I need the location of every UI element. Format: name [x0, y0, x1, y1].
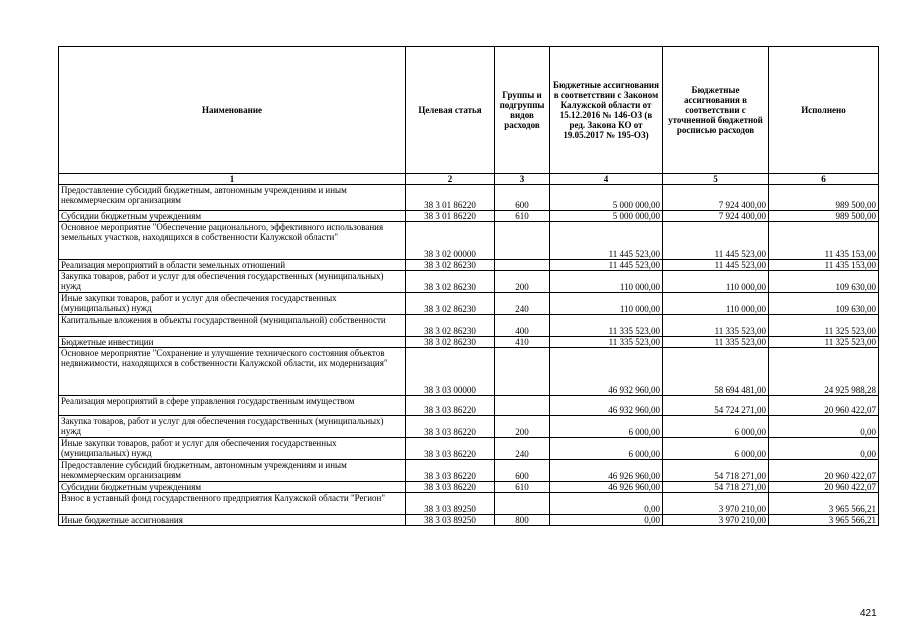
- row-law-allocation: 46 926 960,00: [550, 460, 663, 482]
- row-expense-group: 200: [495, 271, 550, 293]
- table-row: [59, 260, 879, 271]
- row-executed: 989 500,00: [769, 211, 879, 222]
- table-row: [59, 416, 879, 438]
- table-row: [59, 348, 879, 396]
- row-expense-group: 800: [495, 515, 550, 526]
- header-expense-groups: Группы и подгруппы видов расходов: [495, 47, 550, 174]
- row-refined-allocation: 3 970 210,00: [663, 515, 769, 526]
- row-executed: 0,00: [769, 438, 879, 460]
- row-refined-allocation: 11 335 523,00: [663, 315, 769, 337]
- row-executed: 20 960 422,07: [769, 460, 879, 482]
- row-target-article: 38 3 03 89250: [406, 493, 495, 515]
- row-target-article: 38 3 02 86230: [406, 293, 495, 315]
- table-header-row: [59, 47, 879, 174]
- row-target-article: 38 3 03 86220: [406, 460, 495, 482]
- column-number: 4: [550, 174, 663, 185]
- row-name: Закупка товаров, работ и услуг для обеспечения государственных (муниципальных) нужд: [59, 416, 406, 438]
- row-name: Взнос в уставный фонд государственного предприятия Калужской области "Регион": [59, 493, 406, 515]
- table-row: [59, 185, 879, 211]
- header-target-article: Целевая статья: [406, 47, 495, 174]
- row-expense-group: 600: [495, 460, 550, 482]
- table-row: [59, 460, 879, 482]
- row-target-article: 38 3 01 86220: [406, 211, 495, 222]
- row-refined-allocation: 7 924 400,00: [663, 185, 769, 211]
- row-law-allocation: 46 926 960,00: [550, 482, 663, 493]
- row-refined-allocation: 6 000,00: [663, 438, 769, 460]
- table-body: [59, 185, 879, 526]
- row-executed: 109 630,00: [769, 293, 879, 315]
- table-row: [59, 337, 879, 348]
- row-expense-group: 400: [495, 315, 550, 337]
- row-expense-group: 610: [495, 211, 550, 222]
- column-number: 6: [769, 174, 879, 185]
- table-row: [59, 515, 879, 526]
- page-number: 421: [860, 608, 877, 619]
- row-refined-allocation: 54 724 271,00: [663, 396, 769, 416]
- row-name: Бюджетные инвестиции: [59, 337, 406, 348]
- row-refined-allocation: 7 924 400,00: [663, 211, 769, 222]
- row-executed: 109 630,00: [769, 271, 879, 293]
- row-refined-allocation: 6 000,00: [663, 416, 769, 438]
- column-number: 2: [406, 174, 495, 185]
- row-law-allocation: 46 932 960,00: [550, 348, 663, 396]
- row-expense-group: [495, 222, 550, 260]
- row-executed: 20 960 422,07: [769, 396, 879, 416]
- table-row: [59, 315, 879, 337]
- row-refined-allocation: 110 000,00: [663, 293, 769, 315]
- budget-table: [58, 46, 879, 526]
- row-law-allocation: 5 000 000,00: [550, 211, 663, 222]
- row-law-allocation: 6 000,00: [550, 438, 663, 460]
- row-target-article: 38 3 02 86230: [406, 271, 495, 293]
- row-name: Реализация мероприятий в сфере управления государственным имуществом: [59, 396, 406, 416]
- row-expense-group: [495, 260, 550, 271]
- row-refined-allocation: 54 718 271,00: [663, 482, 769, 493]
- row-refined-allocation: 3 970 210,00: [663, 493, 769, 515]
- header-name: Наименование: [59, 47, 406, 174]
- column-number-row: [59, 174, 879, 185]
- row-name: Реализация мероприятий в области земельных отношений: [59, 260, 406, 271]
- row-expense-group: 410: [495, 337, 550, 348]
- row-expense-group: [495, 493, 550, 515]
- row-name: Предоставление субсидий бюджетным, автономным учреждениям и иным некоммерческим организациям: [59, 460, 406, 482]
- row-expense-group: 200: [495, 416, 550, 438]
- row-executed: 24 925 988,28: [769, 348, 879, 396]
- row-target-article: 38 3 03 86220: [406, 482, 495, 493]
- row-law-allocation: 11 335 523,00: [550, 315, 663, 337]
- row-refined-allocation: 110 000,00: [663, 271, 769, 293]
- header-refined-allocations: Бюджетные ассигнования в соответствии с уточненной бюджетной росписью расходов: [663, 47, 769, 174]
- table-row: [59, 493, 879, 515]
- row-law-allocation: 110 000,00: [550, 271, 663, 293]
- row-executed: 20 960 422,07: [769, 482, 879, 493]
- row-law-allocation: 0,00: [550, 515, 663, 526]
- row-executed: 3 965 566,21: [769, 515, 879, 526]
- row-expense-group: 240: [495, 438, 550, 460]
- row-target-article: 38 3 02 86230: [406, 315, 495, 337]
- table-row: [59, 271, 879, 293]
- row-refined-allocation: 54 718 271,00: [663, 460, 769, 482]
- row-target-article: 38 3 02 86230: [406, 337, 495, 348]
- row-target-article: 38 3 03 89250: [406, 515, 495, 526]
- row-target-article: 38 3 02 86230: [406, 260, 495, 271]
- table-row: [59, 222, 879, 260]
- row-target-article: 38 3 01 86220: [406, 185, 495, 211]
- row-expense-group: [495, 348, 550, 396]
- row-executed: 11 435 153,00: [769, 260, 879, 271]
- table-row: [59, 211, 879, 222]
- row-law-allocation: 11 445 523,00: [550, 260, 663, 271]
- column-number: 1: [59, 174, 406, 185]
- row-name: Иные закупки товаров, работ и услуг для обеспечения государственных (муниципальных) нужд: [59, 293, 406, 315]
- table-row: [59, 438, 879, 460]
- row-law-allocation: 110 000,00: [550, 293, 663, 315]
- row-name: Предоставление субсидий бюджетным, автономным учреждениям и иным некоммерческим организациям: [59, 185, 406, 211]
- row-executed: 11 325 523,00: [769, 315, 879, 337]
- row-expense-group: 610: [495, 482, 550, 493]
- row-executed: 11 435 153,00: [769, 222, 879, 260]
- row-name: Закупка товаров, работ и услуг для обеспечения государственных (муниципальных) нужд: [59, 271, 406, 293]
- header-law-allocations: Бюджетные ассигнования в соответствии с Законом Калужской области от 15.12.2016 № 146-ОЗ (в ред. Закона КО от 19.05.2017 № 195-ОЗ): [550, 47, 663, 174]
- row-refined-allocation: 11 445 523,00: [663, 222, 769, 260]
- row-executed: 11 325 523,00: [769, 337, 879, 348]
- row-law-allocation: 46 932 960,00: [550, 396, 663, 416]
- row-target-article: 38 3 02 00000: [406, 222, 495, 260]
- row-target-article: 38 3 03 86220: [406, 396, 495, 416]
- column-number: 5: [663, 174, 769, 185]
- row-name: Основное мероприятие "Сохранение и улучшение технического состояния объектов недвижимости, находящихся в собственности Калужской области, их модернизация": [59, 348, 406, 396]
- row-executed: 0,00: [769, 416, 879, 438]
- row-target-article: 38 3 03 00000: [406, 348, 495, 396]
- row-target-article: 38 3 03 86220: [406, 438, 495, 460]
- row-name: Субсидии бюджетным учреждениям: [59, 211, 406, 222]
- row-name: Иные закупки товаров, работ и услуг для обеспечения государственных (муниципальных) нужд: [59, 438, 406, 460]
- row-refined-allocation: 11 335 523,00: [663, 337, 769, 348]
- row-law-allocation: 6 000,00: [550, 416, 663, 438]
- row-executed: 989 500,00: [769, 185, 879, 211]
- table-row: [59, 396, 879, 416]
- row-law-allocation: 0,00: [550, 493, 663, 515]
- row-law-allocation: 11 445 523,00: [550, 222, 663, 260]
- row-law-allocation: 5 000 000,00: [550, 185, 663, 211]
- table-row: [59, 482, 879, 493]
- row-name: Основное мероприятие "Обеспечение рационального, эффективного использования земельных участков, находящихся в собственности Калужской области": [59, 222, 406, 260]
- row-expense-group: 600: [495, 185, 550, 211]
- column-number: 3: [495, 174, 550, 185]
- row-name: Иные бюджетные ассигнования: [59, 515, 406, 526]
- row-executed: 3 965 566,21: [769, 493, 879, 515]
- row-expense-group: [495, 396, 550, 416]
- table-row: [59, 293, 879, 315]
- row-refined-allocation: 11 445 523,00: [663, 260, 769, 271]
- row-target-article: 38 3 03 86220: [406, 416, 495, 438]
- row-name: Капитальные вложения в объекты государственной (муниципальной) собственности: [59, 315, 406, 337]
- row-refined-allocation: 58 694 481,00: [663, 348, 769, 396]
- row-name: Субсидии бюджетным учреждениям: [59, 482, 406, 493]
- header-executed: Исполнено: [769, 47, 879, 174]
- row-law-allocation: 11 335 523,00: [550, 337, 663, 348]
- row-expense-group: 240: [495, 293, 550, 315]
